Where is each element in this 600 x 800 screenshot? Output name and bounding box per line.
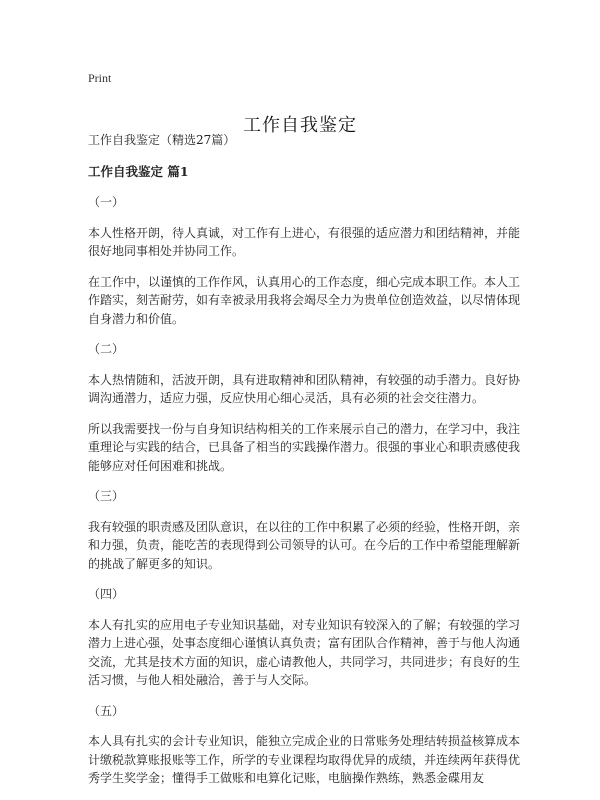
paragraph: 本人有扎实的应用电子专业知识基础，对专业知识有较深入的了解；有较强的学习潜力上进心强，处事态度细心谨慎认真负责；富有团队合作精神，善于与他人沟通交流，尤其是技术方面的知识，虚心请教他人，共同学习，共同进步；有良好的生活习惯，与他人相处融洽，善于与人交际。 <box>88 617 521 687</box>
paragraph: 所以我需要找一份与自身知识结构相关的工作来展示自己的潜力，在学习中，我注重理论与实践的结合，已具备了相当的实践操作潜力。很强的事业心和职责感使我能够应对任何困难和挑战。 <box>88 421 521 473</box>
print-link[interactable]: Print <box>88 71 112 85</box>
page-title: 工作自我鉴定 <box>243 115 357 137</box>
part-label: （四） <box>88 587 125 601</box>
document-body <box>88 131 520 800</box>
part-label: （三） <box>88 489 125 503</box>
paragraph: 在工作中，以谨慎的工作作风，认真用心的工作态度，细心完成本职工作。本人工作踏实，刻苦耐劳，如有幸被录用我将会竭尽全力为贵单位创造效益，以尽情体现自身潜力和价值。 <box>88 274 521 326</box>
paragraph: 本人热情随和，活波开朗，具有进取精神和团队精神，有较强的动手潜力。良好协调沟通潜力，适应力强，反应快用心细心灵活，具有必须的社会交往潜力。 <box>88 372 521 405</box>
part-label: （二） <box>88 342 125 356</box>
section-heading: 工作自我鉴定 篇1 <box>88 163 189 179</box>
document-subtitle: 工作自我鉴定（精选27篇） <box>88 133 236 147</box>
part-label: （五） <box>88 703 125 718</box>
part-label: （一） <box>88 195 125 209</box>
paragraph: 本人性格开朗，待人真诚，对工作有上进心，有很强的适应潜力和团结精神，并能很好地同事相处并协同工作。 <box>88 225 521 258</box>
paragraph: 本人具有扎实的会计专业知识，能独立完成企业的日常账务处理结转损益核算成本计缴税款算账报账等工作，所学的专业课程均取得优异的成绩，并连续两年获得优秀学生奖学金；懂得手工做账和电算化记账，电脑操作熟练，熟悉金碟用友 <box>88 734 521 785</box>
paragraph: 我有较强的职责感及团队意识，在以往的工作中积累了必须的经验，性格开朗，亲和力强，负责，能吃苦的表现得到公司领导的认可。在今后的工作中希望能理解新的挑战了解更多的知识。 <box>88 519 521 571</box>
